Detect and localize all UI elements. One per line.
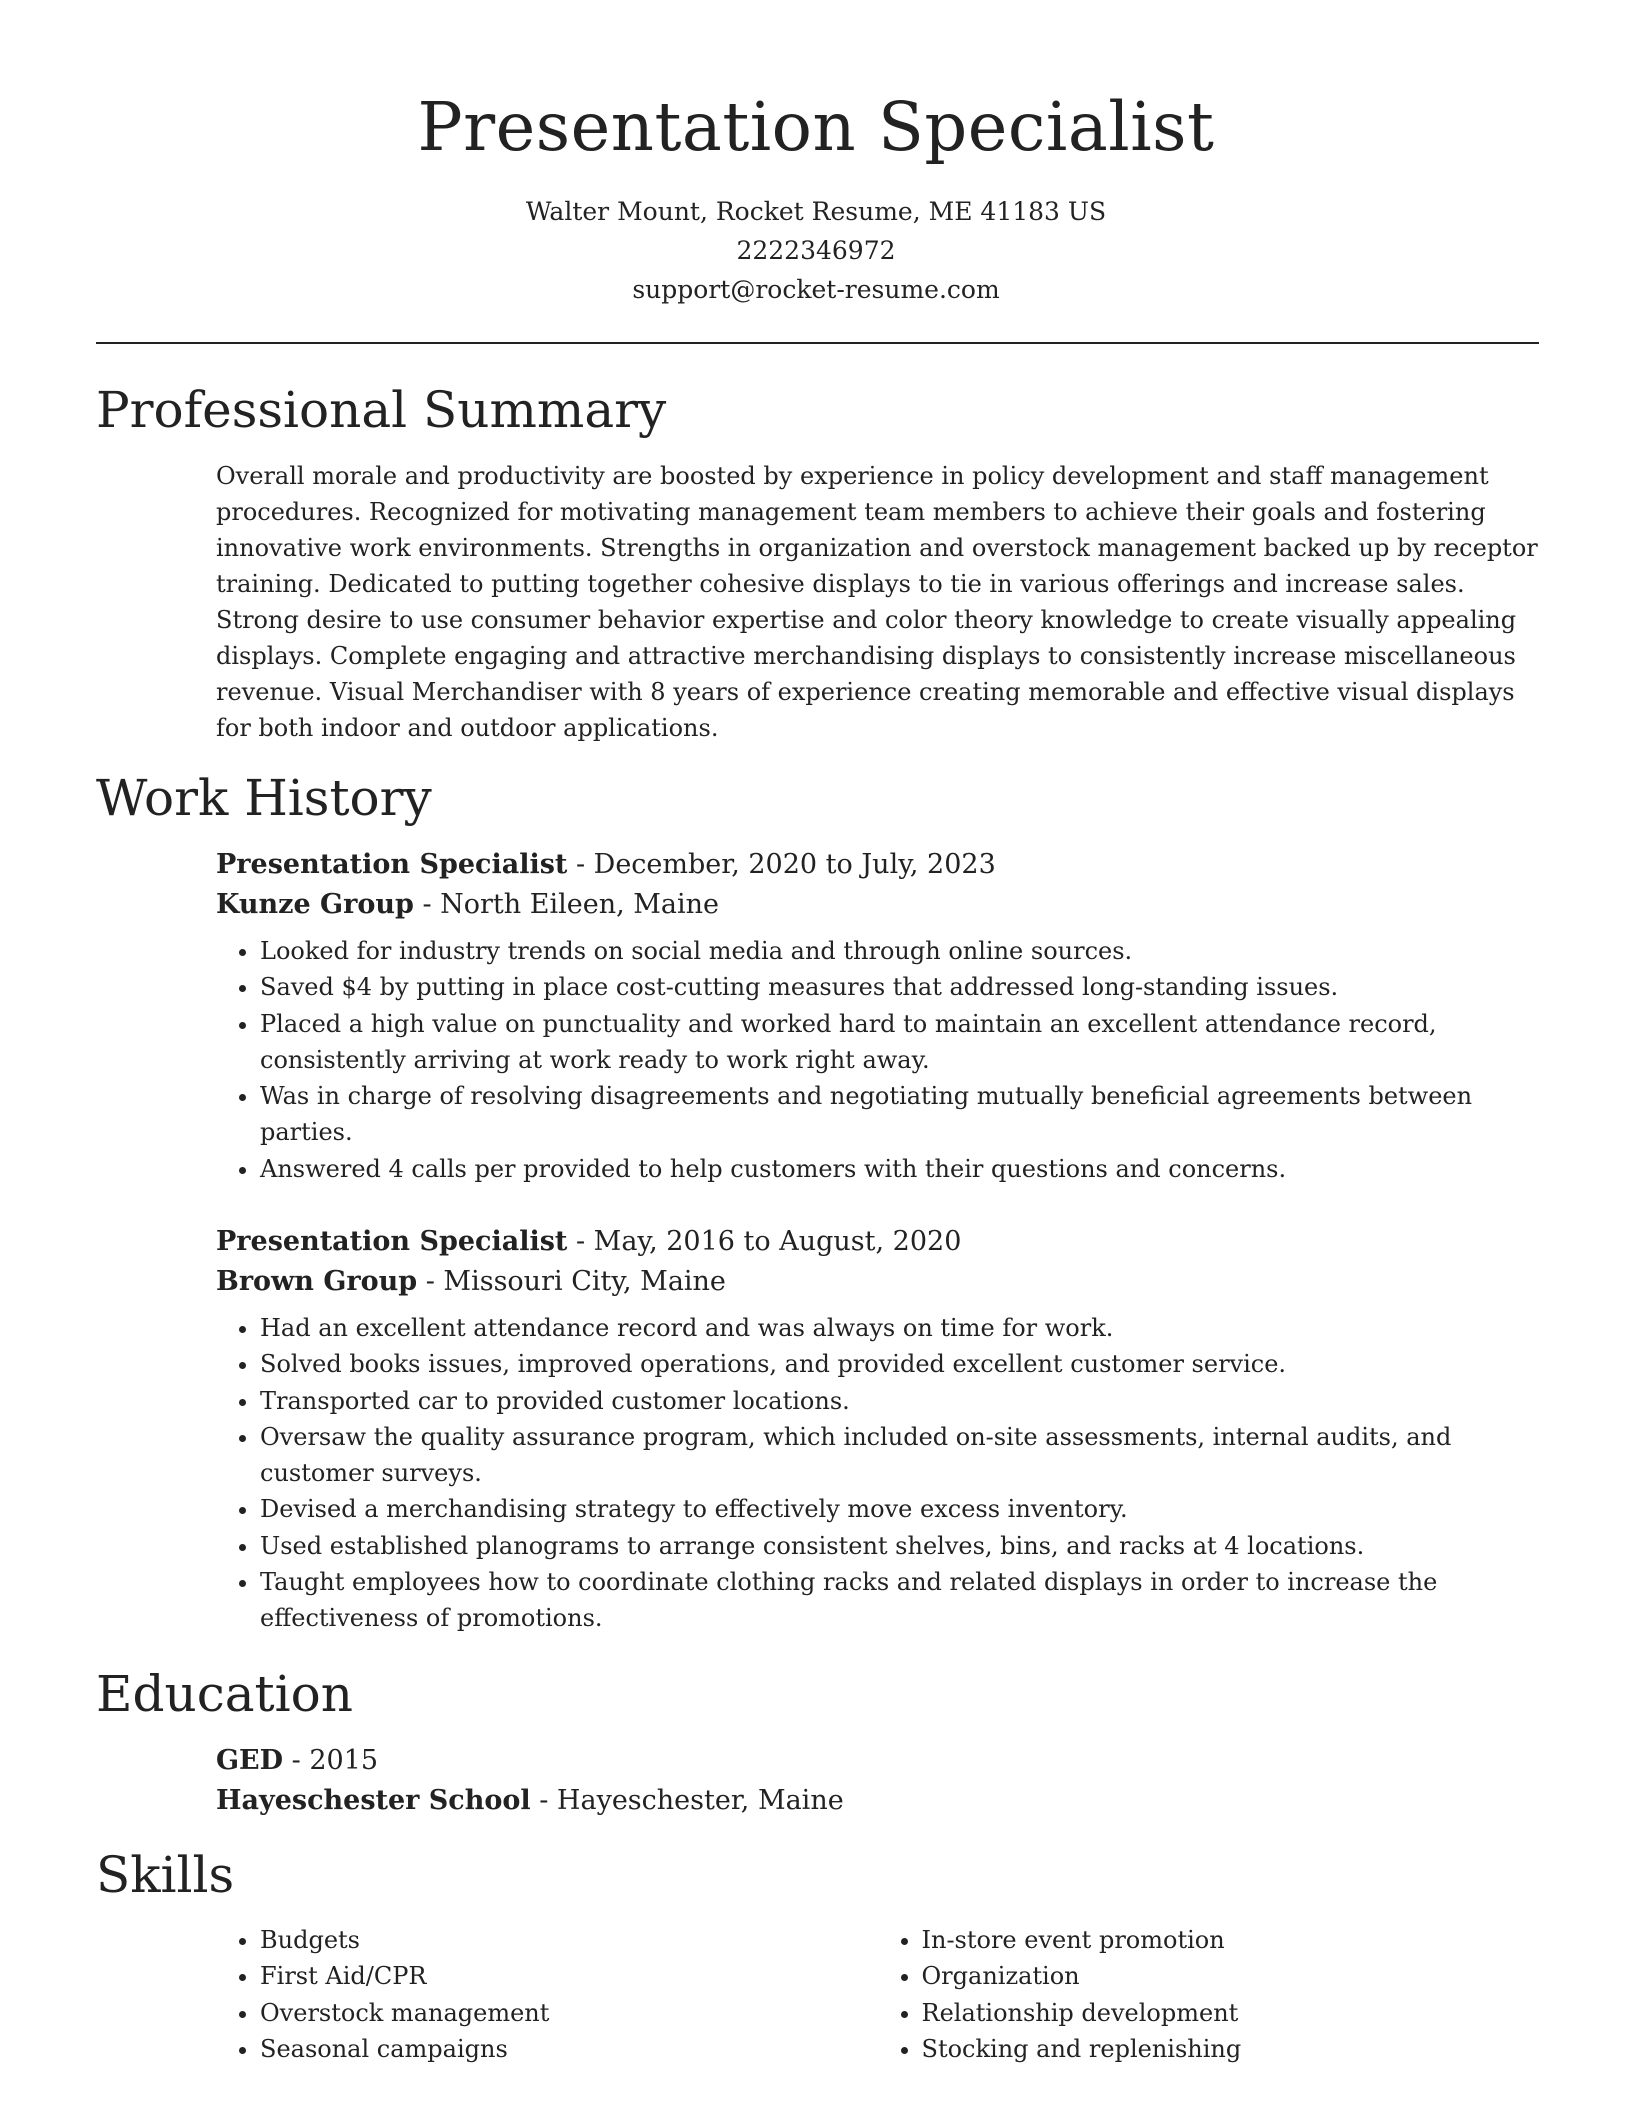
education-heading: Education <box>96 1665 353 1723</box>
job-bullets <box>216 933 1539 1187</box>
job-1 <box>216 845 1539 1187</box>
phone: 2222346972 <box>736 236 896 265</box>
list-item: • Looked for industry trends on social media and through online sources. <box>260 933 1539 969</box>
list-item: • Devised a merchandising strategy to effectively move excess inventory. <box>260 1491 1539 1527</box>
list-item: • Used established planograms to arrange consistent shelves, bins, and racks at 4 locations. <box>260 1528 1539 1564</box>
company-location: - Missouri City, Maine <box>417 1266 726 1297</box>
list-item: • Relationship development <box>922 1995 1540 2031</box>
list-item: • In-store event promotion <box>922 1922 1540 1958</box>
list-item: • Solved books issues, improved operations, and provided excellent customer service. <box>260 1346 1539 1382</box>
address: Walter Mount, Rocket Resume, ME 41183 US <box>525 197 1107 226</box>
list-item: • First Aid/CPR <box>260 1958 878 1994</box>
degree-year: - 2015 <box>283 1745 379 1776</box>
company-location: - North Eileen, Maine <box>413 889 719 920</box>
list-item: • Had an excellent attendance record and was always on time for work. <box>260 1310 1539 1346</box>
degree: GED <box>216 1745 284 1776</box>
list-item: • Stocking and replenishing <box>922 2031 1540 2067</box>
skills-list-left <box>216 1922 878 2067</box>
list-item: • Taught employees how to coordinate clothing racks and related displays in order to increase the effectiveness of promotions. <box>260 1564 1539 1637</box>
company-line <box>216 885 1539 925</box>
job-role: Presentation Specialist <box>216 849 568 880</box>
list-item: • Was in charge of resolving disagreements and negotiating mutually beneficial agreements between parties. <box>260 1078 1539 1151</box>
job-role: Presentation Specialist <box>216 1226 568 1257</box>
skills-heading: Skills <box>96 1846 235 1904</box>
summary-section <box>216 458 1539 746</box>
education-section <box>216 1741 1539 1821</box>
company-line <box>216 1262 1539 1302</box>
list-item: • Answered 4 calls per provided to help customers with their questions and concerns. <box>260 1151 1539 1187</box>
school-location: - Hayeschester, Maine <box>530 1785 844 1816</box>
skills-section <box>216 1922 1539 2067</box>
skills-columns <box>216 1922 1539 2067</box>
resume-header <box>0 0 1632 309</box>
school-line <box>216 1781 1539 1821</box>
degree-line <box>216 1741 1539 1781</box>
header-divider <box>96 342 1539 344</box>
summary-text: Overall morale and productivity are boosted by experience in policy development and staff management procedures. Recognized for motivating management team members to achieve their goals and fostering innovative work environments. Strengths in organization and overstock management backed up by receptor training. Dedicated to putting together cohesive displays to tie in various offerings and increase sales. Strong desire to use consumer behavior expertise and color theory knowledge to create visually appealing displays. Complete engaging and attractive merchandising displays to consistently increase miscellaneous revenue. Visual Merchandiser with 8 years of experience creating memorable and effective visual displays for both indoor and outdoor applications. <box>216 462 1538 742</box>
summary-heading: Professional Summary <box>96 381 667 439</box>
page-title: Presentation Specialist <box>417 88 1215 166</box>
list-item: • Transported car to provided customer locations. <box>260 1383 1539 1419</box>
job-dates: - May, 2016 to August, 2020 <box>567 1226 962 1257</box>
company-name: Brown Group <box>216 1266 418 1297</box>
work-history-heading: Work History <box>96 769 432 827</box>
job-title-line <box>216 845 1539 885</box>
contact-info <box>0 192 1632 309</box>
job-title-line <box>216 1222 1539 1262</box>
list-item: • Seasonal campaigns <box>260 2031 878 2067</box>
list-item: • Placed a high value on punctuality and worked hard to maintain an excellent attendance record, consistently arriving at work ready to work right away. <box>260 1006 1539 1079</box>
job-bullets <box>216 1310 1539 1637</box>
school-name: Hayeschester School <box>216 1785 531 1816</box>
list-item: • Overstock management <box>260 1995 878 2031</box>
job-dates: - December, 2020 to July, 2023 <box>567 849 996 880</box>
list-item: • Oversaw the quality assurance program, which included on-site assessments, internal audits, and customer surveys. <box>260 1419 1539 1492</box>
email: support@rocket-resume.com <box>632 275 1000 304</box>
list-item: • Saved $4 by putting in place cost-cutting measures that addressed long-standing issues. <box>260 969 1539 1005</box>
company-name: Kunze Group <box>216 889 414 920</box>
job-2 <box>216 1222 1539 1637</box>
skills-list-right <box>878 1922 1540 2067</box>
list-item: • Budgets <box>260 1922 878 1958</box>
list-item: • Organization <box>922 1958 1540 1994</box>
